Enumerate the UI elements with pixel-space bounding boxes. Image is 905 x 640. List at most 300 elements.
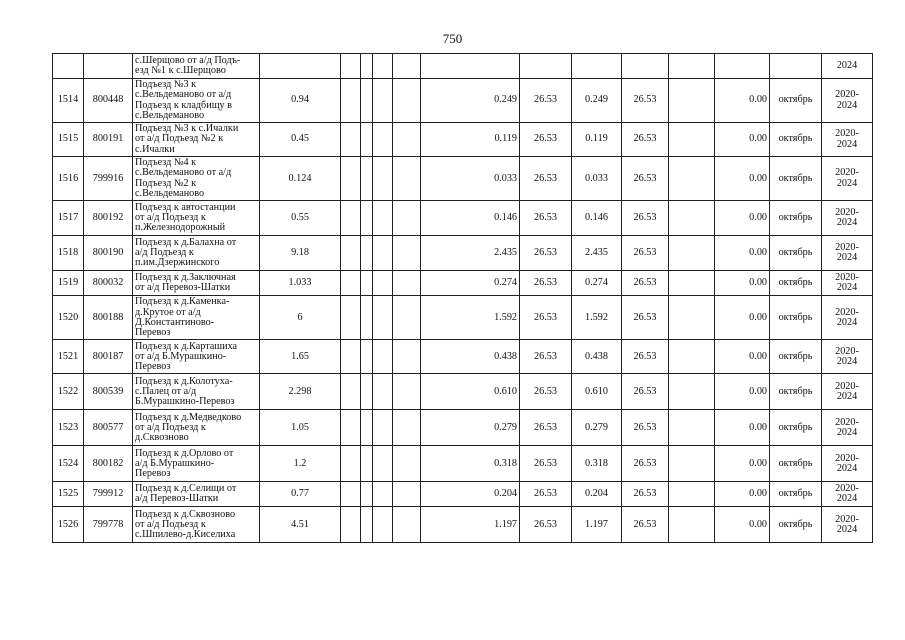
value-1-cell: 0.033 [421, 157, 520, 201]
row-number-cell: 1525 [53, 482, 84, 507]
empty-cell [341, 374, 361, 410]
years-cell-line: 2020- [835, 271, 859, 283]
month-cell: октябрь [770, 482, 822, 507]
value-1-cell [421, 54, 520, 79]
years-cell [822, 236, 873, 271]
empty-cell [393, 410, 421, 446]
table-row [53, 79, 873, 123]
empty-cell [393, 446, 421, 482]
years-cell [822, 507, 873, 543]
value-3-cell: 0.438 [572, 340, 622, 374]
empty-cell [341, 296, 361, 340]
value-4-cell: 26.53 [622, 410, 669, 446]
years-cell [822, 374, 873, 410]
road-name-cell-line: с.Ичалки [135, 143, 175, 155]
road-name-cell [133, 296, 260, 340]
deviation-cell: 0.00 [715, 446, 770, 482]
value-3-cell: 0.274 [572, 271, 622, 296]
empty-cell [669, 296, 715, 340]
road-name-cell-line: Подъезд №4 к [135, 157, 197, 169]
road-name-cell-line: Подъезд к д.Заключная [135, 271, 236, 283]
row-number-cell: 1521 [53, 340, 84, 374]
years-cell-line: 2024 [836, 99, 858, 111]
empty-cell [341, 157, 361, 201]
road-name-cell-line: с.Вельдеманово от а/д [135, 167, 232, 179]
value-4-cell [622, 54, 669, 79]
road-code-cell: 800577 [84, 410, 133, 446]
empty-cell [393, 340, 421, 374]
road-code-cell: 800187 [84, 340, 133, 374]
empty-cell [373, 79, 393, 123]
empty-cell [393, 79, 421, 123]
value-2-cell: 26.53 [520, 340, 572, 374]
years-cell-line: 2020- [835, 206, 859, 218]
road-code-cell [84, 54, 133, 79]
empty-cell [341, 79, 361, 123]
empty-cell [393, 296, 421, 340]
empty-cell [373, 236, 393, 271]
road-name-cell [133, 271, 260, 296]
road-name-cell-line: Подъезд №3 к [135, 79, 197, 90]
years-cell-line: 2020- [835, 483, 859, 495]
row-number-cell: 1517 [53, 201, 84, 236]
road-name-cell-line: Подъезд к д.Балахна от [135, 236, 237, 248]
road-name-cell-line: а/д Перевоз-Шатки [135, 493, 219, 505]
value-2-cell: 26.53 [520, 482, 572, 507]
road-name-cell [133, 157, 260, 201]
years-cell-line: 2020- [835, 241, 859, 253]
empty-cell [373, 340, 393, 374]
empty-cell [373, 374, 393, 410]
length-cell: 6 [260, 296, 341, 340]
empty-cell [669, 79, 715, 123]
length-cell: 0.45 [260, 123, 341, 157]
month-cell: октябрь [770, 446, 822, 482]
years-cell [822, 54, 873, 79]
road-name-cell-line: п.Железнодорожный [135, 222, 226, 234]
value-1-cell: 1.592 [421, 296, 520, 340]
empty-cell [669, 446, 715, 482]
road-name-cell-line: с.Шерщово от а/д Подъ- [135, 54, 241, 66]
value-3-cell: 2.435 [572, 236, 622, 271]
value-3-cell: 0.249 [572, 79, 622, 123]
value-2-cell: 26.53 [520, 271, 572, 296]
road-name-cell [133, 410, 260, 446]
length-cell: 1.033 [260, 271, 341, 296]
years-cell-line: 2024 [836, 316, 858, 328]
years-cell-line: 2020- [835, 452, 859, 464]
road-name-cell [133, 123, 260, 157]
table-row [53, 374, 873, 410]
road-name-cell-line: Подъезд к д.Колотуха- [135, 375, 233, 387]
empty-cell [341, 410, 361, 446]
years-cell [822, 271, 873, 296]
month-cell: октябрь [770, 410, 822, 446]
month-cell: октябрь [770, 271, 822, 296]
road-name-cell-line: Подъезд к д.Селищи от [135, 483, 237, 495]
road-name-cell-line: от а/д Подъезд к [135, 421, 206, 433]
deviation-cell: 0.00 [715, 271, 770, 296]
road-name-cell-line: езд №1 к с.Шерщово [135, 65, 226, 76]
road-name-cell-line: п.им.Дзержинского [135, 257, 220, 269]
empty-cell [341, 340, 361, 374]
length-cell: 1.2 [260, 446, 341, 482]
years-cell-line: 2024 [836, 462, 858, 474]
row-number-cell: 1526 [53, 507, 84, 543]
empty-cell [393, 271, 421, 296]
value-4-cell: 26.53 [622, 157, 669, 201]
value-4-cell: 26.53 [622, 236, 669, 271]
row-number-cell: 1516 [53, 157, 84, 201]
table-row [53, 123, 873, 157]
value-4-cell: 26.53 [622, 340, 669, 374]
value-4-cell: 26.53 [622, 201, 669, 236]
road-name-cell-line: Подъезд к д.Сквозново [135, 508, 236, 520]
empty-cell [361, 236, 373, 271]
road-code-cell: 799916 [84, 157, 133, 201]
value-1-cell: 0.146 [421, 201, 520, 236]
value-3-cell: 0.610 [572, 374, 622, 410]
empty-cell [393, 54, 421, 79]
value-2-cell: 26.53 [520, 374, 572, 410]
length-cell: 1.05 [260, 410, 341, 446]
empty-cell [341, 54, 361, 79]
empty-cell [361, 54, 373, 79]
empty-cell [341, 201, 361, 236]
empty-cell [361, 123, 373, 157]
length-cell: 0.124 [260, 157, 341, 201]
empty-cell [669, 271, 715, 296]
years-cell-line: 2024 [836, 282, 858, 294]
years-cell-line: 2024 [836, 523, 858, 535]
deviation-cell: 0.00 [715, 482, 770, 507]
value-1-cell: 0.438 [421, 340, 520, 374]
road-name-cell-line: с.Шпилево-д.Киселиха [135, 529, 236, 541]
empty-cell [361, 271, 373, 296]
deviation-cell: 0.00 [715, 236, 770, 271]
road-name-cell-line: от а/д Подъезд №2 к [135, 133, 224, 145]
deviation-cell: 0.00 [715, 79, 770, 123]
road-name-cell-line: с.Вельдеманово от а/д [135, 89, 232, 101]
empty-cell [373, 54, 393, 79]
deviation-cell: 0.00 [715, 157, 770, 201]
years-cell [822, 123, 873, 157]
length-cell: 2.298 [260, 374, 341, 410]
years-cell-line: 2020- [835, 416, 859, 428]
road-name-cell-line: с.Вельдеманово [135, 187, 205, 199]
years-cell-line: 2024 [836, 355, 858, 367]
empty-cell [373, 482, 393, 507]
value-4-cell: 26.53 [622, 79, 669, 123]
empty-cell [669, 374, 715, 410]
value-2-cell: 26.53 [520, 410, 572, 446]
road-code-cell: 799912 [84, 482, 133, 507]
years-cell [822, 296, 873, 340]
deviation-cell: 0.00 [715, 296, 770, 340]
years-cell-line: 2020- [835, 306, 859, 318]
road-name-cell [133, 507, 260, 543]
empty-cell [669, 236, 715, 271]
road-name-cell-line: Подъезд №2 к [135, 177, 197, 189]
road-name-cell-line: Подъезд к кладбищу в [135, 99, 232, 111]
value-4-cell: 26.53 [622, 374, 669, 410]
value-3-cell: 0.119 [572, 123, 622, 157]
value-2-cell: 26.53 [520, 236, 572, 271]
month-cell: октябрь [770, 236, 822, 271]
years-cell-line: 2020- [835, 89, 859, 101]
empty-cell [373, 271, 393, 296]
empty-cell [393, 236, 421, 271]
row-number-cell: 1522 [53, 374, 84, 410]
empty-cell [373, 157, 393, 201]
empty-cell [669, 201, 715, 236]
value-4-cell: 26.53 [622, 296, 669, 340]
value-2-cell: 26.53 [520, 201, 572, 236]
table-row [53, 410, 873, 446]
month-cell [770, 54, 822, 79]
row-number-cell: 1514 [53, 79, 84, 123]
deviation-cell: 0.00 [715, 201, 770, 236]
empty-cell [669, 157, 715, 201]
value-1-cell: 0.274 [421, 271, 520, 296]
row-number-cell: 1519 [53, 271, 84, 296]
table-row [53, 446, 873, 482]
table-row [53, 157, 873, 201]
road-name-cell [133, 482, 260, 507]
deviation-cell: 0.00 [715, 340, 770, 374]
years-cell [822, 446, 873, 482]
value-3-cell: 0.318 [572, 446, 622, 482]
row-number-cell [53, 54, 84, 79]
years-cell [822, 157, 873, 201]
value-3-cell [572, 54, 622, 79]
value-3-cell: 0.204 [572, 482, 622, 507]
empty-cell [361, 374, 373, 410]
road-code-cell: 800190 [84, 236, 133, 271]
road-name-cell-line: от а/д Подъезд к [135, 212, 206, 224]
value-1-cell: 2.435 [421, 236, 520, 271]
deviation-cell: 0.00 [715, 123, 770, 157]
empty-cell [361, 410, 373, 446]
years-cell-line: 2020- [835, 345, 859, 357]
road-name-cell-line: д.Сквозново [135, 432, 189, 444]
value-3-cell: 0.146 [572, 201, 622, 236]
value-1-cell: 0.318 [421, 446, 520, 482]
road-name-cell-line: с.Вельдеманово [135, 109, 205, 121]
empty-cell [341, 236, 361, 271]
road-name-cell-line: от а/д Подъезд к [135, 518, 206, 530]
length-cell: 9.18 [260, 236, 341, 271]
empty-cell [669, 340, 715, 374]
road-name-cell [133, 236, 260, 271]
value-1-cell: 0.279 [421, 410, 520, 446]
empty-cell [341, 271, 361, 296]
road-name-cell [133, 340, 260, 374]
road-name-cell-line: Подъезд к д.Каменка- [135, 296, 230, 308]
row-number-cell: 1520 [53, 296, 84, 340]
empty-cell [393, 482, 421, 507]
length-cell: 4.51 [260, 507, 341, 543]
years-cell [822, 79, 873, 123]
value-1-cell: 0.119 [421, 123, 520, 157]
row-number-cell: 1524 [53, 446, 84, 482]
years-cell-line: 2024 [836, 138, 858, 150]
years-cell-line: 2024 [836, 493, 858, 505]
road-code-cell: 800191 [84, 123, 133, 157]
road-code-cell: 800448 [84, 79, 133, 123]
row-number-cell: 1518 [53, 236, 84, 271]
value-4-cell: 26.53 [622, 482, 669, 507]
years-cell [822, 482, 873, 507]
value-1-cell: 1.197 [421, 507, 520, 543]
empty-cell [373, 123, 393, 157]
road-code-cell: 800188 [84, 296, 133, 340]
table-row [53, 54, 873, 79]
empty-cell [373, 296, 393, 340]
road-name-cell-line: Подъезд №3 к с.Ичалки [135, 123, 239, 135]
empty-cell [361, 296, 373, 340]
empty-cell [393, 123, 421, 157]
empty-cell [341, 446, 361, 482]
road-name-cell-line: Б.Мурашкино-Перевоз [135, 396, 235, 408]
empty-cell [393, 157, 421, 201]
page-number: 750 [442, 31, 463, 46]
empty-cell [361, 157, 373, 201]
value-1-cell: 0.249 [421, 79, 520, 123]
empty-cell [361, 79, 373, 123]
value-2-cell: 26.53 [520, 507, 572, 543]
empty-cell [341, 123, 361, 157]
road-name-cell-line: Д.Константиново- [135, 316, 215, 328]
table-row [53, 507, 873, 543]
value-4-cell: 26.53 [622, 446, 669, 482]
value-1-cell: 0.610 [421, 374, 520, 410]
month-cell: октябрь [770, 296, 822, 340]
empty-cell [393, 374, 421, 410]
deviation-cell [715, 54, 770, 79]
length-cell: 0.55 [260, 201, 341, 236]
road-code-cell: 800539 [84, 374, 133, 410]
empty-cell [373, 410, 393, 446]
value-2-cell: 26.53 [520, 157, 572, 201]
road-name-cell-line: а/д Б.Мурашкино- [135, 457, 215, 469]
road-register-table [52, 53, 873, 543]
month-cell: октябрь [770, 123, 822, 157]
road-name-cell-line: от а/д Перевоз-Шатки [135, 282, 231, 294]
road-name-cell-line: с.Палец от а/д [135, 385, 197, 397]
value-2-cell: 26.53 [520, 446, 572, 482]
road-name-cell-line: Перевоз [135, 361, 171, 373]
table-row [53, 340, 873, 374]
years-cell [822, 201, 873, 236]
month-cell: октябрь [770, 374, 822, 410]
value-3-cell: 0.033 [572, 157, 622, 201]
deviation-cell: 0.00 [715, 374, 770, 410]
month-cell: октябрь [770, 79, 822, 123]
empty-cell [361, 201, 373, 236]
month-cell: октябрь [770, 157, 822, 201]
table-row [53, 296, 873, 340]
empty-cell [361, 446, 373, 482]
road-name-cell-line: Перевоз [135, 468, 171, 480]
road-code-cell: 800182 [84, 446, 133, 482]
empty-cell [341, 507, 361, 543]
road-name-cell-line: Перевоз [135, 327, 171, 339]
value-2-cell [520, 54, 572, 79]
road-name-cell-line: Подъезд к д.Карташиха [135, 340, 238, 352]
road-name-cell-line: д.Крутое от а/д [135, 306, 201, 318]
month-cell: октябрь [770, 507, 822, 543]
empty-cell [393, 201, 421, 236]
empty-cell [669, 410, 715, 446]
years-cell-line: 2020- [835, 167, 859, 179]
empty-cell [373, 507, 393, 543]
row-number-cell: 1523 [53, 410, 84, 446]
years-cell-line: 2020- [835, 513, 859, 525]
month-cell: октябрь [770, 340, 822, 374]
years-cell-line: 2024 [836, 426, 858, 438]
years-cell-line: 2024 [836, 177, 858, 189]
value-4-cell: 26.53 [622, 507, 669, 543]
empty-cell [373, 446, 393, 482]
years-cell-line: 2024 [836, 59, 858, 71]
table-row [53, 482, 873, 507]
value-2-cell: 26.53 [520, 123, 572, 157]
road-name-cell [133, 201, 260, 236]
empty-cell [669, 507, 715, 543]
years-cell-line: 2024 [836, 390, 858, 402]
table-body [53, 54, 873, 543]
deviation-cell: 0.00 [715, 410, 770, 446]
road-name-cell-line: Подъезд к д.Медведково [135, 411, 242, 423]
empty-cell [669, 123, 715, 157]
years-cell [822, 340, 873, 374]
value-3-cell: 1.197 [572, 507, 622, 543]
value-4-cell: 26.53 [622, 123, 669, 157]
length-cell: 1.65 [260, 340, 341, 374]
road-name-cell [133, 446, 260, 482]
length-cell: 0.77 [260, 482, 341, 507]
road-name-cell [133, 54, 260, 79]
years-cell-line: 2024 [836, 217, 858, 229]
empty-cell [341, 482, 361, 507]
empty-cell [361, 482, 373, 507]
road-name-cell-line: от а/д Б.Мурашкино- [135, 350, 227, 362]
road-name-cell-line: а/д Подъезд к [135, 247, 194, 259]
empty-cell [669, 482, 715, 507]
empty-cell [361, 340, 373, 374]
value-3-cell: 0.279 [572, 410, 622, 446]
empty-cell [361, 507, 373, 543]
years-cell [822, 410, 873, 446]
deviation-cell: 0.00 [715, 507, 770, 543]
month-cell: октябрь [770, 201, 822, 236]
empty-cell [393, 507, 421, 543]
length-cell: 0.94 [260, 79, 341, 123]
value-2-cell: 26.53 [520, 79, 572, 123]
road-name-cell [133, 79, 260, 123]
road-name-cell-line: Подъезд к автостанции [135, 201, 236, 213]
road-code-cell: 800192 [84, 201, 133, 236]
row-number-cell: 1515 [53, 123, 84, 157]
length-cell [260, 54, 341, 79]
table-row [53, 271, 873, 296]
value-3-cell: 1.592 [572, 296, 622, 340]
years-cell-line: 2024 [836, 252, 858, 264]
years-cell-line: 2020- [835, 128, 859, 140]
road-name-cell [133, 374, 260, 410]
years-cell-line: 2020- [835, 380, 859, 392]
